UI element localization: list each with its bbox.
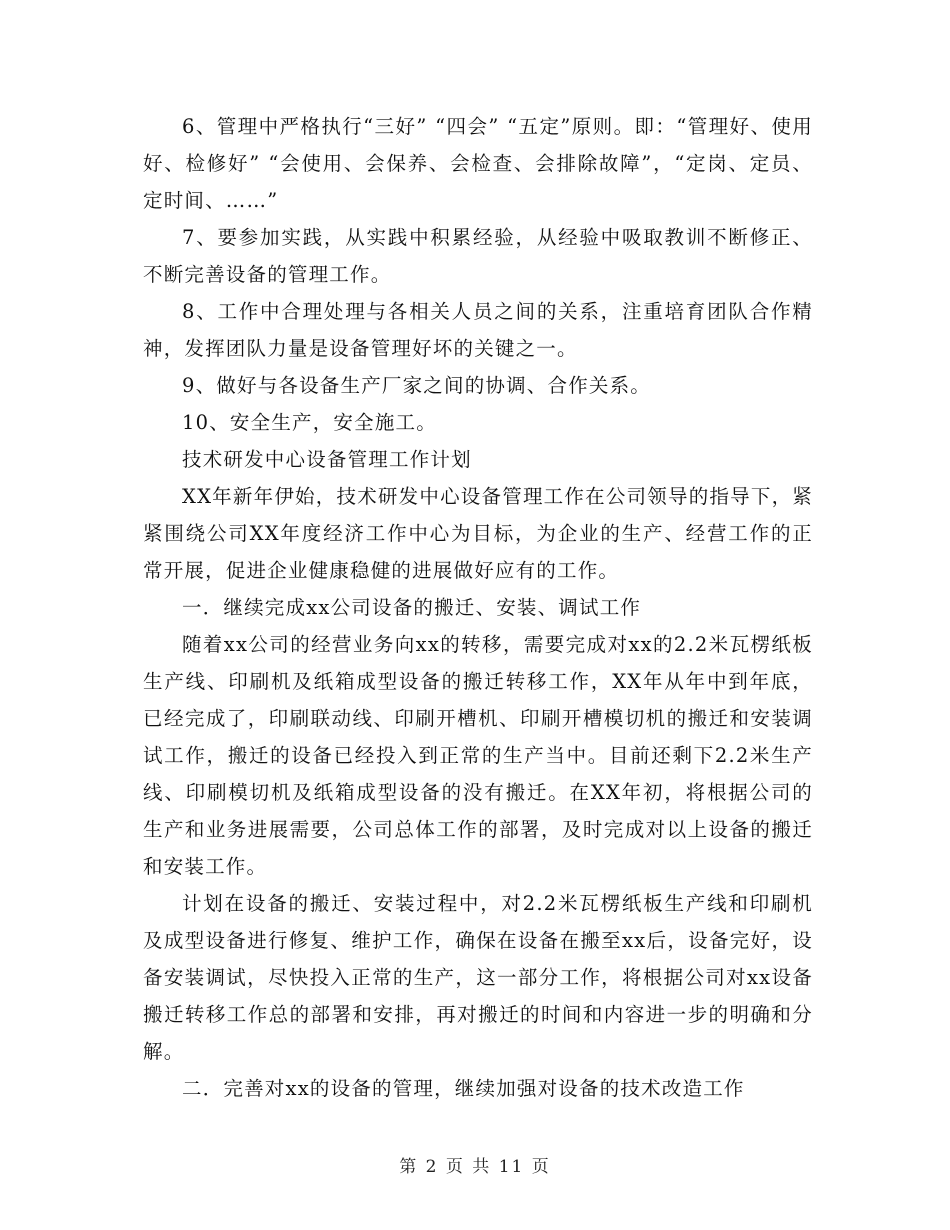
heading-two: 二．完善对xx的设备的管理，继续加强对设备的技术改造工作	[182, 1077, 745, 1100]
paragraph-relocation: 随着xx公司的经营业务向xx的转移，需要完成对xx的2.2米瓦楞纸板生产线、印刷机及纸箱成型设备的搬迁转移工作，XX年从年中到年底，已经完成了，印刷联动线、印刷开槽机、印刷开槽模切机的搬迁和安装调试工作，搬迁的设备已经投入到正常的生产当中。目前还剩下2.2米生产线、印刷模切机及纸箱成型设备的没有搬迁。在XX年初，将根据公司的生产和业务进展需要，公司总体工作的部署，及时完成对以上设备的搬迁和安装工作。	[143, 633, 813, 878]
page-number: 第 2 页 共 11 页	[399, 1157, 551, 1177]
paragraph-intro: XX年新年伊始，技术研发中心设备管理工作在公司领导的指导下，紧紧围绕公司XX年度经济工作中心为目标，为企业的生产、经营工作的正常开展，促进企业健康稳健的进展做好应有的工作。	[143, 485, 813, 582]
paragraph-manufacturers: 9、做好与各设备生产厂家之间的协调、合作关系。	[182, 374, 652, 397]
paragraph-principles: 6、管理中严格执行“三好” “四会” “五定”原则。即：“管理好、使用好、检修好” “会使用、会保养、会检查、会排除故障”，“定岗、定员、定时间、……”	[143, 115, 813, 212]
section-title: 技术研发中心设备管理工作计划	[182, 448, 472, 471]
document-body	[143, 108, 813, 1107]
paragraph-practice: 7、要参加实践，从实践中积累经验，从经验中吸取教训不断修正、不断完善设备的管理工作。	[143, 226, 813, 286]
paragraph-safety: 10、安全生产，安全施工。	[182, 411, 437, 434]
paragraph-plan: 计划在设备的搬迁、安装过程中，对2.2米瓦楞纸板生产线和印刷机及成型设备进行修复、维护工作，确保在设备在搬至xx后，设备完好，设备安装调试，尽快投入正常的生产，这一部分工作，将根据公司对xx设备搬迁转移工作总的部署和安排，再对搬迁的时间和内容进一步的明确和分解。	[143, 892, 813, 1063]
paragraph-teamwork: 8、工作中合理处理与各相关人员之间的关系，注重培育团队合作精神，发挥团队力量是设备管理好坏的关键之一。	[143, 300, 813, 360]
heading-one: 一．继续完成xx公司设备的搬迁、安装、调试工作	[182, 596, 642, 619]
